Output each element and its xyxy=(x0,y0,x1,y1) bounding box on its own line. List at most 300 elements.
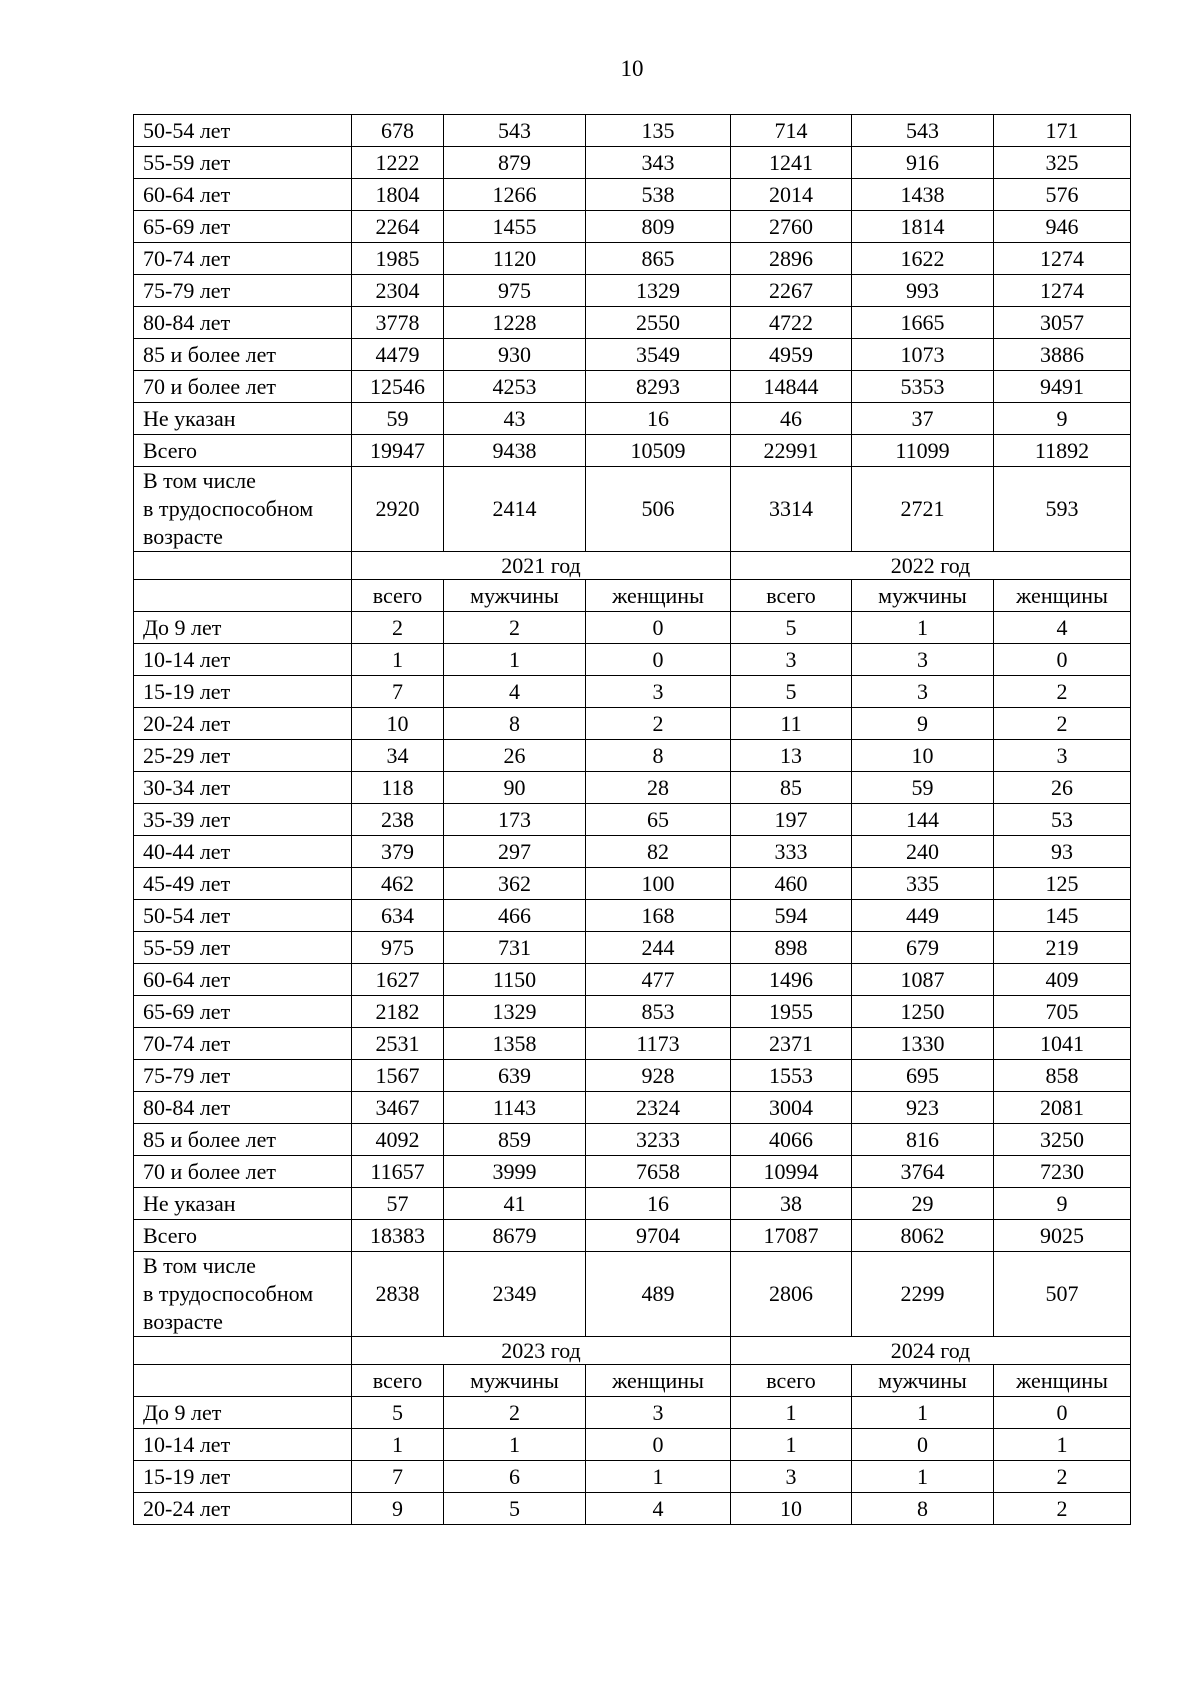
data-cell: 7 xyxy=(352,1461,444,1493)
data-cell: 9 xyxy=(994,403,1131,435)
row-label: Не указан xyxy=(134,403,352,435)
data-cell: 85 xyxy=(731,772,852,804)
data-cell: 639 xyxy=(444,1060,586,1092)
data-cell: 343 xyxy=(586,147,731,179)
row-label: 20-24 лет xyxy=(134,708,352,740)
data-cell: 4253 xyxy=(444,371,586,403)
data-cell: 538 xyxy=(586,179,731,211)
row-label: 55-59 лет xyxy=(134,932,352,964)
data-cell: 59 xyxy=(852,772,994,804)
data-cell: 90 xyxy=(444,772,586,804)
data-cell: 1329 xyxy=(586,275,731,307)
data-cell: 9025 xyxy=(994,1220,1131,1252)
row-label: 85 и более лет xyxy=(134,1124,352,1156)
data-cell: 2 xyxy=(444,612,586,644)
data-cell: 2 xyxy=(994,676,1131,708)
data-cell: 13 xyxy=(731,740,852,772)
data-cell: 144 xyxy=(852,804,994,836)
row-label: 15-19 лет xyxy=(134,1461,352,1493)
data-cell: 2182 xyxy=(352,996,444,1028)
data-cell: 11099 xyxy=(852,435,994,467)
data-cell: 41 xyxy=(444,1188,586,1220)
data-cell: 7658 xyxy=(586,1156,731,1188)
data-cell: 2721 xyxy=(852,467,994,552)
data-cell: 7230 xyxy=(994,1156,1131,1188)
data-cell: 3004 xyxy=(731,1092,852,1124)
data-cell: 26 xyxy=(994,772,1131,804)
table-row xyxy=(134,467,1131,552)
data-cell: 1 xyxy=(994,1429,1131,1461)
table-row xyxy=(134,435,1131,467)
data-cell: 2531 xyxy=(352,1028,444,1060)
data-cell: 1330 xyxy=(852,1028,994,1060)
row-label: В том числе в трудоспособном возрасте xyxy=(134,467,352,552)
data-cell: 2920 xyxy=(352,467,444,552)
data-cell: 29 xyxy=(852,1188,994,1220)
year-header-row xyxy=(134,1337,1131,1365)
data-cell: 507 xyxy=(994,1252,1131,1337)
data-cell: 16 xyxy=(586,403,731,435)
data-cell: 2267 xyxy=(731,275,852,307)
data-cell: 9 xyxy=(994,1188,1131,1220)
data-cell: 8679 xyxy=(444,1220,586,1252)
data-cell: 2 xyxy=(352,612,444,644)
table-row xyxy=(134,371,1131,403)
table-row xyxy=(134,1156,1131,1188)
data-cell: 3250 xyxy=(994,1124,1131,1156)
data-cell: 57 xyxy=(352,1188,444,1220)
data-cell: 930 xyxy=(444,339,586,371)
data-cell: 1985 xyxy=(352,243,444,275)
column-header: мужчины xyxy=(444,1365,586,1397)
data-cell: 2760 xyxy=(731,211,852,243)
data-cell: 12546 xyxy=(352,371,444,403)
data-cell: 2 xyxy=(994,1493,1131,1525)
data-cell: 1228 xyxy=(444,307,586,339)
row-label: 55-59 лет xyxy=(134,147,352,179)
row-label: 25-29 лет xyxy=(134,740,352,772)
data-cell: 853 xyxy=(586,996,731,1028)
data-cell: 3549 xyxy=(586,339,731,371)
table-row xyxy=(134,1124,1131,1156)
data-cell: 2349 xyxy=(444,1252,586,1337)
data-cell: 1274 xyxy=(994,243,1131,275)
data-cell: 449 xyxy=(852,900,994,932)
data-cell: 678 xyxy=(352,115,444,147)
data-cell: 16 xyxy=(586,1188,731,1220)
year-header: 2023 год xyxy=(352,1337,731,1365)
data-cell: 462 xyxy=(352,868,444,900)
table-row xyxy=(134,1188,1131,1220)
data-cell: 1250 xyxy=(852,996,994,1028)
data-cell: 100 xyxy=(586,868,731,900)
data-cell: 11 xyxy=(731,708,852,740)
data-cell: 9491 xyxy=(994,371,1131,403)
data-cell: 171 xyxy=(994,115,1131,147)
table-row xyxy=(134,1028,1131,1060)
table-row xyxy=(134,964,1131,996)
data-cell: 82 xyxy=(586,836,731,868)
data-cell: 1496 xyxy=(731,964,852,996)
row-label: 45-49 лет xyxy=(134,868,352,900)
table-row xyxy=(134,804,1131,836)
data-cell: 18383 xyxy=(352,1220,444,1252)
data-cell: 4066 xyxy=(731,1124,852,1156)
data-cell: 1222 xyxy=(352,147,444,179)
row-label: 70 и более лет xyxy=(134,371,352,403)
data-cell: 1041 xyxy=(994,1028,1131,1060)
table-row xyxy=(134,740,1131,772)
data-cell: 1358 xyxy=(444,1028,586,1060)
data-cell: 816 xyxy=(852,1124,994,1156)
data-cell: 59 xyxy=(352,403,444,435)
data-cell: 2550 xyxy=(586,307,731,339)
column-header: всего xyxy=(731,580,852,612)
table-row xyxy=(134,1252,1131,1337)
data-cell: 1329 xyxy=(444,996,586,1028)
data-cell: 1553 xyxy=(731,1060,852,1092)
column-header: мужчины xyxy=(444,580,586,612)
data-cell: 9704 xyxy=(586,1220,731,1252)
data-cell: 923 xyxy=(852,1092,994,1124)
data-cell: 0 xyxy=(994,644,1131,676)
data-cell: 34 xyxy=(352,740,444,772)
data-cell: 10 xyxy=(352,708,444,740)
row-label: 75-79 лет xyxy=(134,275,352,307)
data-cell: 333 xyxy=(731,836,852,868)
table-row xyxy=(134,1060,1131,1092)
data-cell: 975 xyxy=(444,275,586,307)
table-row xyxy=(134,115,1131,147)
row-label: 80-84 лет xyxy=(134,307,352,339)
row-label: 60-64 лет xyxy=(134,179,352,211)
data-cell: 22991 xyxy=(731,435,852,467)
data-cell: 993 xyxy=(852,275,994,307)
row-label: 30-34 лет xyxy=(134,772,352,804)
data-cell: 8062 xyxy=(852,1220,994,1252)
data-cell: 238 xyxy=(352,804,444,836)
data-cell: 9 xyxy=(352,1493,444,1525)
table-row xyxy=(134,147,1131,179)
data-cell: 1804 xyxy=(352,179,444,211)
data-cell: 593 xyxy=(994,467,1131,552)
data-cell: 3 xyxy=(586,1397,731,1429)
table-row xyxy=(134,676,1131,708)
year-header-row xyxy=(134,552,1131,580)
statistics-table xyxy=(133,114,1131,1525)
row-label: 85 и более лет xyxy=(134,339,352,371)
data-cell: 1 xyxy=(444,644,586,676)
data-cell: 5 xyxy=(731,676,852,708)
table-row xyxy=(134,275,1131,307)
data-cell: 173 xyxy=(444,804,586,836)
table-row xyxy=(134,211,1131,243)
data-cell: 879 xyxy=(444,147,586,179)
data-cell: 0 xyxy=(586,644,731,676)
row-label: 65-69 лет xyxy=(134,996,352,1028)
row-label: До 9 лет xyxy=(134,1397,352,1429)
row-label: 50-54 лет xyxy=(134,115,352,147)
data-cell: 4959 xyxy=(731,339,852,371)
data-cell: 1 xyxy=(852,612,994,644)
data-cell: 335 xyxy=(852,868,994,900)
table-row xyxy=(134,1092,1131,1124)
data-cell: 975 xyxy=(352,932,444,964)
row-label: 75-79 лет xyxy=(134,1060,352,1092)
table-row xyxy=(134,179,1131,211)
data-cell: 809 xyxy=(586,211,731,243)
data-cell: 489 xyxy=(586,1252,731,1337)
data-cell: 2 xyxy=(444,1397,586,1429)
data-cell: 325 xyxy=(994,147,1131,179)
data-cell: 3886 xyxy=(994,339,1131,371)
data-cell: 460 xyxy=(731,868,852,900)
data-cell: 4 xyxy=(586,1493,731,1525)
data-cell: 6 xyxy=(444,1461,586,1493)
data-cell: 19947 xyxy=(352,435,444,467)
data-cell: 1 xyxy=(352,644,444,676)
row-label: 80-84 лет xyxy=(134,1092,352,1124)
column-header: женщины xyxy=(586,1365,731,1397)
column-header-row xyxy=(134,1365,1131,1397)
data-cell: 4092 xyxy=(352,1124,444,1156)
data-cell: 731 xyxy=(444,932,586,964)
data-cell: 11657 xyxy=(352,1156,444,1188)
row-label: 70-74 лет xyxy=(134,243,352,275)
data-cell: 1 xyxy=(444,1429,586,1461)
table-row xyxy=(134,243,1131,275)
data-cell: 2806 xyxy=(731,1252,852,1337)
data-cell: 1266 xyxy=(444,179,586,211)
data-cell: 1173 xyxy=(586,1028,731,1060)
table-row xyxy=(134,1429,1131,1461)
data-cell: 8293 xyxy=(586,371,731,403)
data-cell: 2371 xyxy=(731,1028,852,1060)
data-cell: 3 xyxy=(994,740,1131,772)
year-header: 2021 год xyxy=(352,552,731,580)
data-cell: 3057 xyxy=(994,307,1131,339)
table-row xyxy=(134,996,1131,1028)
data-cell: 46 xyxy=(731,403,852,435)
data-cell: 0 xyxy=(852,1429,994,1461)
data-cell: 1814 xyxy=(852,211,994,243)
data-cell: 11892 xyxy=(994,435,1131,467)
data-cell: 379 xyxy=(352,836,444,868)
data-cell: 1087 xyxy=(852,964,994,996)
data-cell: 219 xyxy=(994,932,1131,964)
table-row xyxy=(134,644,1131,676)
table-row xyxy=(134,612,1131,644)
table-row xyxy=(134,307,1131,339)
data-cell: 3 xyxy=(852,644,994,676)
row-label: 15-19 лет xyxy=(134,676,352,708)
data-cell: 8 xyxy=(852,1493,994,1525)
row-label: 35-39 лет xyxy=(134,804,352,836)
data-cell: 543 xyxy=(444,115,586,147)
data-cell: 543 xyxy=(852,115,994,147)
data-cell: 1665 xyxy=(852,307,994,339)
row-label: 10-14 лет xyxy=(134,1429,352,1461)
data-cell: 3999 xyxy=(444,1156,586,1188)
data-cell: 8 xyxy=(586,740,731,772)
data-cell: 38 xyxy=(731,1188,852,1220)
data-cell: 10994 xyxy=(731,1156,852,1188)
table-row xyxy=(134,836,1131,868)
data-cell: 145 xyxy=(994,900,1131,932)
data-cell: 2 xyxy=(994,1461,1131,1493)
data-cell: 37 xyxy=(852,403,994,435)
data-cell: 10 xyxy=(852,740,994,772)
row-label: Всего xyxy=(134,435,352,467)
data-cell: 1438 xyxy=(852,179,994,211)
data-cell: 1 xyxy=(852,1461,994,1493)
data-cell: 2324 xyxy=(586,1092,731,1124)
data-cell: 3 xyxy=(731,644,852,676)
year-header: 2022 год xyxy=(731,552,1131,580)
data-cell: 477 xyxy=(586,964,731,996)
data-cell: 10 xyxy=(731,1493,852,1525)
data-cell: 5 xyxy=(352,1397,444,1429)
data-cell: 7 xyxy=(352,676,444,708)
data-cell: 2081 xyxy=(994,1092,1131,1124)
data-cell: 297 xyxy=(444,836,586,868)
data-cell: 3 xyxy=(586,676,731,708)
row-label: 10-14 лет xyxy=(134,644,352,676)
data-cell: 1955 xyxy=(731,996,852,1028)
column-header: мужчины xyxy=(852,580,994,612)
data-cell: 2 xyxy=(586,708,731,740)
data-cell: 26 xyxy=(444,740,586,772)
data-cell: 714 xyxy=(731,115,852,147)
data-cell: 4 xyxy=(994,612,1131,644)
data-cell: 898 xyxy=(731,932,852,964)
table-row xyxy=(134,1461,1131,1493)
data-cell: 240 xyxy=(852,836,994,868)
column-header-row xyxy=(134,580,1131,612)
table-row xyxy=(134,1397,1131,1429)
data-cell: 466 xyxy=(444,900,586,932)
row-label: 70-74 лет xyxy=(134,1028,352,1060)
data-cell: 14844 xyxy=(731,371,852,403)
data-cell: 8 xyxy=(444,708,586,740)
column-header: всего xyxy=(731,1365,852,1397)
data-cell: 1 xyxy=(852,1397,994,1429)
empty-cell xyxy=(134,1365,352,1397)
row-label: 70 и более лет xyxy=(134,1156,352,1188)
table-row xyxy=(134,403,1131,435)
row-label: До 9 лет xyxy=(134,612,352,644)
data-cell: 362 xyxy=(444,868,586,900)
data-cell: 1274 xyxy=(994,275,1131,307)
column-header: всего xyxy=(352,1365,444,1397)
column-header: женщины xyxy=(994,580,1131,612)
data-cell: 2264 xyxy=(352,211,444,243)
data-cell: 4479 xyxy=(352,339,444,371)
data-cell: 53 xyxy=(994,804,1131,836)
data-cell: 93 xyxy=(994,836,1131,868)
data-cell: 118 xyxy=(352,772,444,804)
data-cell: 2896 xyxy=(731,243,852,275)
data-cell: 135 xyxy=(586,115,731,147)
data-cell: 695 xyxy=(852,1060,994,1092)
table-row xyxy=(134,932,1131,964)
data-cell: 705 xyxy=(994,996,1131,1028)
data-cell: 9438 xyxy=(444,435,586,467)
data-cell: 1627 xyxy=(352,964,444,996)
empty-cell xyxy=(134,580,352,612)
data-cell: 576 xyxy=(994,179,1131,211)
data-cell: 1241 xyxy=(731,147,852,179)
data-cell: 65 xyxy=(586,804,731,836)
table-row xyxy=(134,772,1131,804)
data-cell: 946 xyxy=(994,211,1131,243)
data-cell: 409 xyxy=(994,964,1131,996)
data-cell: 125 xyxy=(994,868,1131,900)
data-cell: 197 xyxy=(731,804,852,836)
data-cell: 594 xyxy=(731,900,852,932)
data-cell: 1455 xyxy=(444,211,586,243)
data-cell: 10509 xyxy=(586,435,731,467)
row-label: В том числе в трудоспособном возрасте xyxy=(134,1252,352,1337)
row-label: 40-44 лет xyxy=(134,836,352,868)
data-cell: 1073 xyxy=(852,339,994,371)
data-cell: 1120 xyxy=(444,243,586,275)
data-cell: 916 xyxy=(852,147,994,179)
table-row xyxy=(134,868,1131,900)
data-cell: 1150 xyxy=(444,964,586,996)
row-label: 50-54 лет xyxy=(134,900,352,932)
column-header: всего xyxy=(352,580,444,612)
data-cell: 3467 xyxy=(352,1092,444,1124)
data-cell: 1143 xyxy=(444,1092,586,1124)
data-cell: 43 xyxy=(444,403,586,435)
table-row xyxy=(134,900,1131,932)
data-cell: 1567 xyxy=(352,1060,444,1092)
data-cell: 3 xyxy=(852,676,994,708)
data-cell: 2414 xyxy=(444,467,586,552)
data-cell: 3778 xyxy=(352,307,444,339)
empty-cell xyxy=(134,552,352,580)
data-cell: 4722 xyxy=(731,307,852,339)
table-row xyxy=(134,1493,1131,1525)
data-cell: 4 xyxy=(444,676,586,708)
data-cell: 3 xyxy=(731,1461,852,1493)
table-row xyxy=(134,339,1131,371)
year-header: 2024 год xyxy=(731,1337,1131,1365)
data-cell: 2304 xyxy=(352,275,444,307)
data-cell: 928 xyxy=(586,1060,731,1092)
data-cell: 9 xyxy=(852,708,994,740)
row-label: Не указан xyxy=(134,1188,352,1220)
data-cell: 2 xyxy=(994,708,1131,740)
table-row xyxy=(134,708,1131,740)
data-cell: 3233 xyxy=(586,1124,731,1156)
data-cell: 859 xyxy=(444,1124,586,1156)
data-cell: 5353 xyxy=(852,371,994,403)
row-label: 60-64 лет xyxy=(134,964,352,996)
data-cell: 1 xyxy=(731,1429,852,1461)
column-header: мужчины xyxy=(852,1365,994,1397)
data-cell: 244 xyxy=(586,932,731,964)
empty-cell xyxy=(134,1337,352,1365)
data-cell: 3314 xyxy=(731,467,852,552)
row-label: 65-69 лет xyxy=(134,211,352,243)
column-header: женщины xyxy=(586,580,731,612)
data-cell: 1 xyxy=(352,1429,444,1461)
data-cell: 28 xyxy=(586,772,731,804)
data-cell: 1 xyxy=(586,1461,731,1493)
data-cell: 5 xyxy=(731,612,852,644)
